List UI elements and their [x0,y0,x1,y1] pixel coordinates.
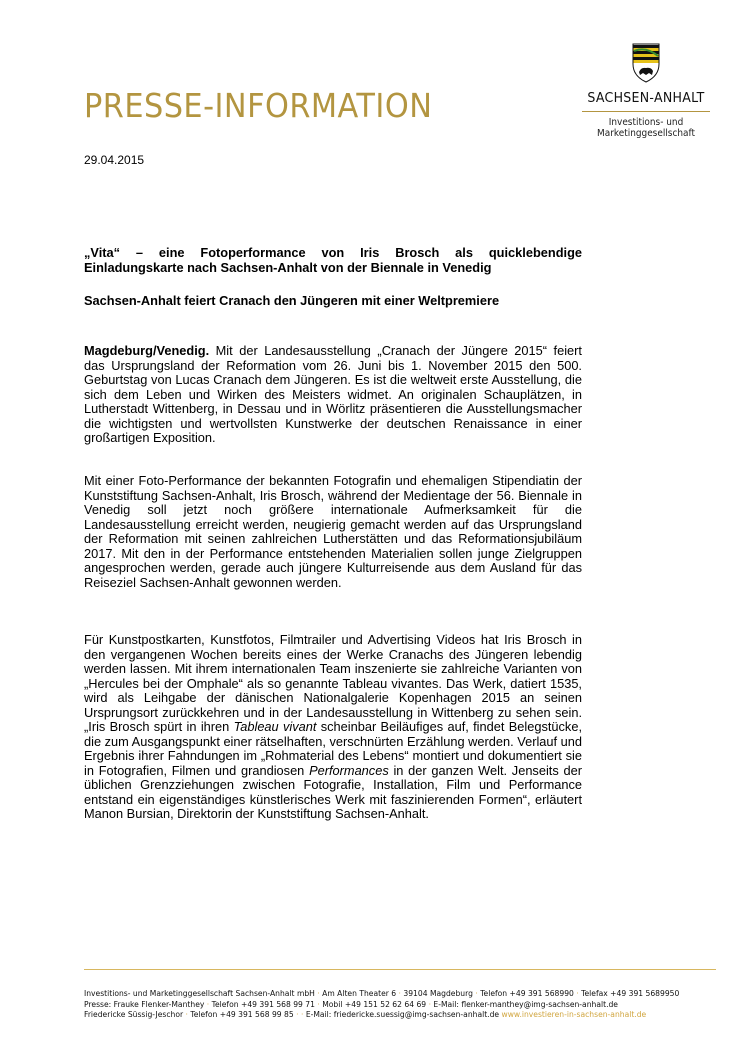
footer [84,989,679,1021]
footer-contact-2: Friedericke Süssig-Jeschor [84,1010,184,1019]
logo-subtitle-line-1: Investitions- und [608,117,684,128]
footer-press-mobile: Mobil +49 151 52 62 64 69 [322,999,427,1009]
sachsen-anhalt-logo [576,42,716,139]
subheadline: Sachsen-Anhalt feiert Cranach den Jüngeren mit einer Weltpremiere [84,293,500,308]
footer-separator: · [576,989,579,998]
paragraph-3-text-c: in der ganzen Welt. Jenseits der üblichen Grenzziehungen zwischen Fotografie, Installation, Film und Performance entstand ein eigenständiges künstlerisches Werk mit faszinierenden Formen“, erläutert Manon Bursian, Direktorin der Kunststiftung Sachsen-Anhalt. [84,762,582,821]
footer-divider [84,969,716,970]
paragraph-3-text-b: scheinbar Beiläufiges auf, findet Belegstücke, die zum Ausgangspunkt einer rätselhaften, verschnürten Erzählung werden. Verlauf und Ergebnis ihrer Fahndungen im „Rohmaterial des Lebens“ montiert und dokumentiert sie in Fotografien, Filmen und grandiosen [84,719,583,778]
footer-line-3 [84,1010,679,1021]
coat-of-arms-icon [631,42,661,84]
paragraph-3-italic-2: Performances [309,762,389,778]
paragraph-1 [84,344,582,446]
press-date: 29.04.2015 [84,153,145,167]
footer-city: 39104 Magdeburg [403,989,473,998]
logo-subtitle-line-2: Marketinggesellschaft [597,128,695,139]
logo-name: SACHSEN-ANHALT [587,90,705,106]
footer-contact-2-phone: Telefon +49 391 568 99 85 [190,1010,294,1019]
paragraph-1-text: Mit der Landesausstellung „Cranach der Jüngere 2015“ feiert das Ursprungsland der Reformation vom 26. Juni bis 1. November 2015 den 500. Geburtstag von Lucas Cranach dem Jüngeren. Es ist die weltweit erste Ausstellung, die sich dem Leben und Wirken des Meisters widmet. An originalen Schauplätzen, in Lutherstadt Wittenberg, in Dessau und in Wörlitz präsentieren die Ausstellungsmacher die wichtigsten und wertvollsten Kunstwerke der deutschen Renaissance in einer großartigen Exposition. [84,343,582,445]
footer-separator: · [206,999,210,1009]
footer-phone: Telefon +49 391 568990 [480,989,574,998]
footer-separator: · [300,1010,304,1019]
footer-company: Investitions- und Marketinggesellschaft Sachsen-Anhalt mbH [84,989,315,998]
footer-line-1 [84,989,679,1000]
dateline: Magdeburg/Venedig. [84,343,210,358]
footer-press-phone: Telefon +49 391 568 99 71 [211,999,315,1009]
footer-website-link[interactable]: www.investieren-in-sachsen-anhalt.de [501,1010,647,1019]
page-title: PRESSE-INFORMATION [84,86,433,125]
footer-separator: · [428,999,431,1009]
logo-subtitle [580,117,712,139]
footer-fax: Telefax +49 391 5689950 [581,989,680,998]
footer-separator: · [317,989,320,998]
headline: „Vita“ – eine Fotoperformance von Iris Brosch als quicklebendige Einladungskarte nach Sachsen-Anhalt von der Biennale in Venedig [84,245,582,275]
paragraph-3-text-a: Für Kunstpostkarten, Kunstfotos, Filmtrailer und Advertising Videos hat Iris Brosch in den vergangenen Wochen bereits eines der Werke Cranachs des Jüngeren lebendig werden lassen. Mit ihrem internationalen Team inszenierte sie zahlreiche Varianten von „Hercules bei der Omphale“ als so genannte Tableau vivantes. Das Werk, datiert 1535, wird als Leihgabe der dänischen Nationalgalerie Kopenhagen 2015 an seinen Ursprungsort zurückkehren und in der Landesausstellung in Wittenberg zu sehen sein. „Iris Brosch spürt in ihren [84,632,582,734]
footer-press-email[interactable]: E-Mail: flenker-manthey@img-sachsen-anhalt.de [433,999,618,1009]
footer-street: Am Alten Theater 6 [322,989,397,998]
paragraph-3-italic-1: Tableau vivant [233,719,317,734]
footer-press-contact: Presse: Frauke Flenker-Manthey [84,999,205,1009]
footer-line-2 [84,1000,679,1011]
paragraph-3 [84,633,582,822]
footer-separator: · [185,1010,188,1019]
footer-separator: · [296,1010,299,1019]
logo-divider [582,111,710,112]
footer-contact-2-email[interactable]: E-Mail: friedericke.suessig@img-sachsen-anhalt.de [305,1010,500,1019]
footer-separator: · [317,999,320,1009]
press-release-body [84,245,583,821]
footer-separator: · [398,989,401,998]
paragraph-2: Mit einer Foto-Performance der bekannten Fotografin und ehemaligen Stipendiatin der Kunststiftung Sachsen-Anhalt, Iris Brosch, während der Medientage der 56. Biennale in Venedig soll jetzt noch größere internationale Aufmerksamkeit für die Landesausstellung erreicht werden, neugierig gemacht werden auf das Ursprungsland der Reformation mit seinen zahlreichen Lutherstätten und das Reformationsjubiläum 2017. Mit den in der Performance entstehenden Materialien sollen junge Zielgruppen angesprochen werden, gerade auch jüngere Kulturreisende aus dem Ausland für das Reiseziel Sachsen-Anhalt gewonnen werden. [84,473,582,590]
footer-separator: · [475,989,478,998]
